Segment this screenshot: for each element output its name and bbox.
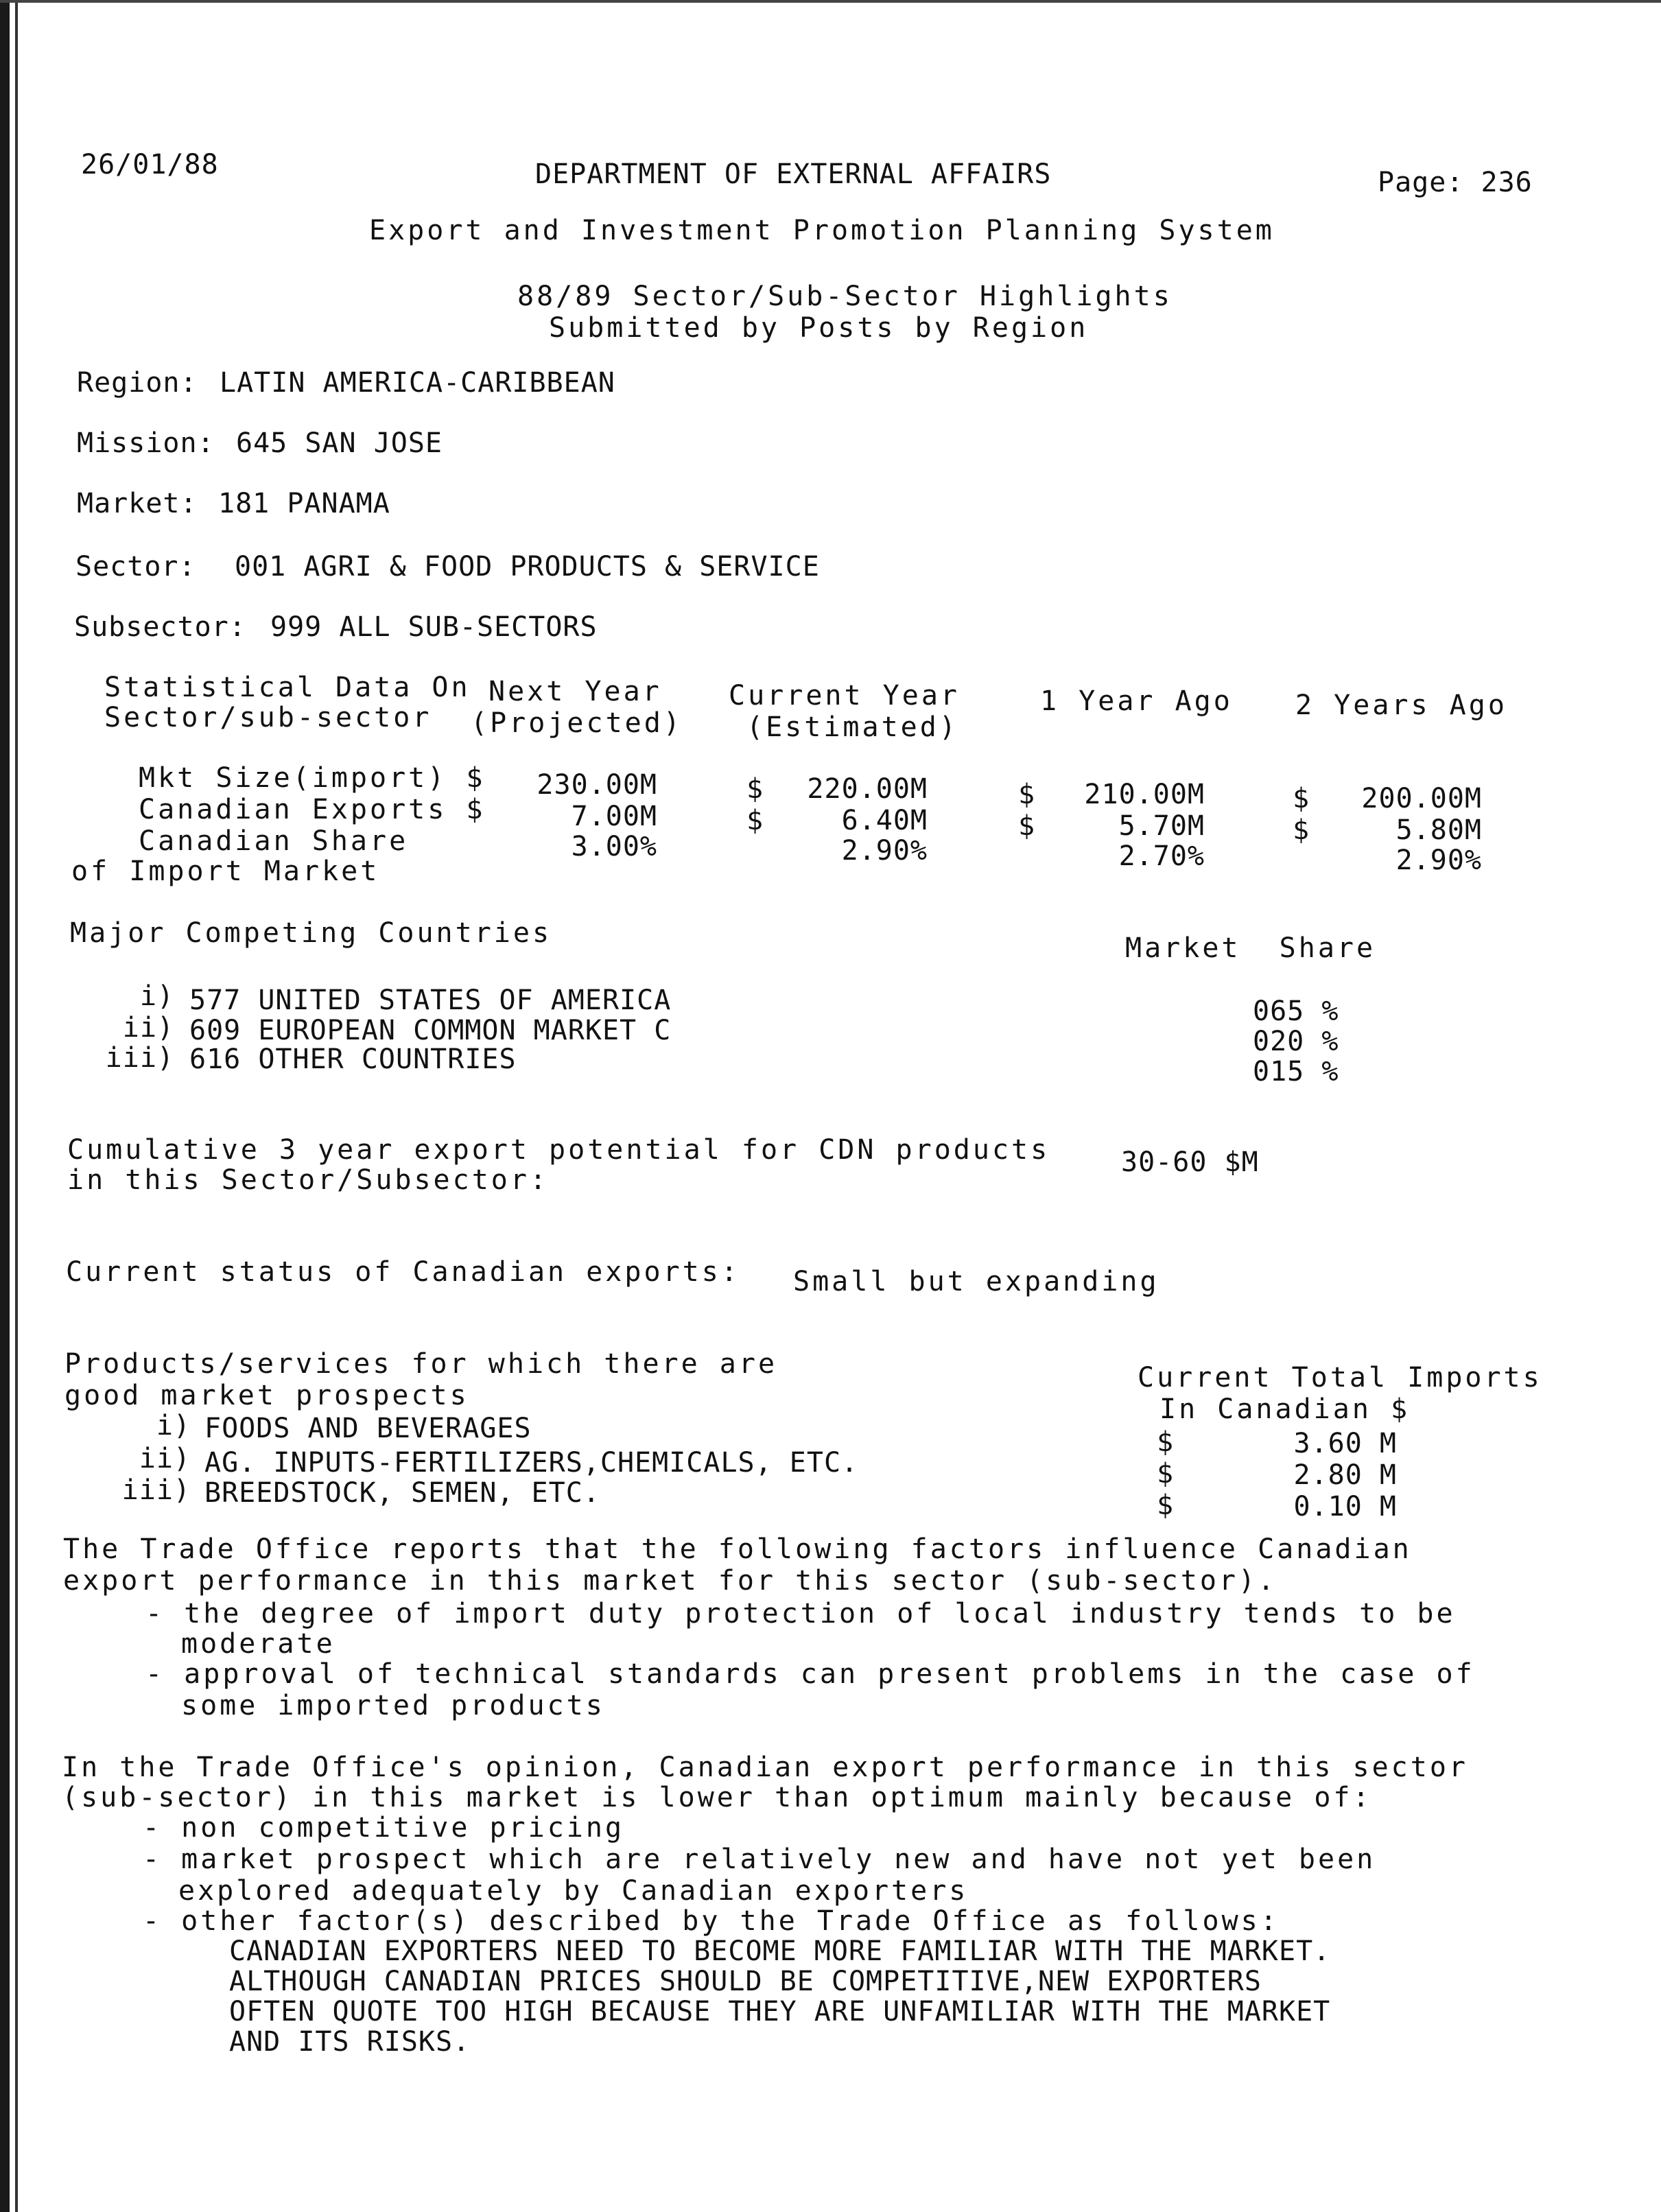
col-next-year: Next Year: [488, 676, 662, 707]
products-line1: Products/services for which there are: [64, 1348, 778, 1380]
market-value: 181 PANAMA: [218, 488, 390, 519]
mkt-2-years-ago: 200.00M: [1361, 783, 1482, 814]
share-next-year: 3.00%: [571, 831, 657, 862]
factors-line2: export performance in this market for this sector (sub-sector).: [63, 1565, 1277, 1597]
dollar-sign: $: [1293, 783, 1310, 814]
market-share-heading: Market Share: [1125, 932, 1376, 964]
opinion-comment-line3: OFTEN QUOTE TOO HIGH BECAUSE THEY ARE UNFAMILIAR WITH THE MARKET: [229, 1996, 1331, 2027]
factors-line1: The Trade Office reports that the following factors influence Canadian: [63, 1533, 1412, 1565]
status-value: Small but expanding: [793, 1266, 1159, 1297]
exports-next-year: 7.00M: [571, 801, 657, 832]
opinion-bullet-2-cont: explored adequately by Canadian exporters: [178, 1875, 969, 1907]
subsector-value: 999 ALL SUB-SECTORS: [270, 611, 598, 643]
row-cdn-exports-label: Canadian Exports $: [139, 794, 486, 825]
col-next-year-sub: (Projected): [471, 707, 683, 739]
region-label: Region:: [77, 367, 198, 399]
potential-line1: Cumulative 3 year export potential for CDN products: [67, 1134, 1050, 1166]
scan-border-left-inner: [15, 0, 18, 2212]
dollar-sign: $: [1157, 1490, 1175, 1521]
scan-border-top: [0, 0, 1661, 3]
competitor-num: ii): [122, 1012, 174, 1044]
row-mkt-size-label: Mkt Size(import) $: [139, 762, 486, 794]
competitor-name: 616 OTHER COUNTRIES: [189, 1044, 517, 1075]
market-label: Market:: [77, 488, 198, 519]
col-2-years-ago: 2 Years Ago: [1295, 690, 1507, 721]
exports-2-years-ago: 5.80M: [1395, 814, 1482, 846]
sector-value: 001 AGRI & FOOD PRODUCTS & SERVICE: [235, 551, 820, 583]
mkt-current-year: 220.00M: [807, 773, 928, 805]
submitted-by: Submitted by Posts by Region: [549, 312, 1089, 344]
opinion-line1: In the Trade Office's opinion, Canadian export performance in this sector: [62, 1752, 1468, 1783]
factor-bullet-2: - approval of technical standards can present problems in the case of: [145, 1658, 1475, 1690]
row-cdn-share-label: Canadian Share: [139, 825, 409, 857]
dollar-sign: $: [1157, 1426, 1175, 1458]
competitor-share: 015 %: [1253, 1056, 1339, 1087]
row-cdn-share-label-2: of Import Market: [71, 856, 380, 887]
imports-heading-2: In Canadian $: [1159, 1393, 1411, 1425]
product-name: BREEDSTOCK, SEMEN, ETC.: [204, 1477, 600, 1509]
dollar-sign: $: [1018, 779, 1036, 810]
dollar-sign: $: [1018, 810, 1036, 842]
competitor-name: 609 EUROPEAN COMMON MARKET C: [189, 1015, 672, 1046]
mkt-next-year: 230.00M: [537, 769, 657, 801]
product-import-value: 0.10 M: [1293, 1491, 1397, 1522]
competing-title: Major Competing Countries: [70, 917, 552, 949]
report-date: 26/01/88: [81, 149, 219, 180]
competitor-name: 577 UNITED STATES OF AMERICA: [189, 985, 672, 1016]
mission-value: 645 SAN JOSE: [236, 427, 443, 459]
share-current-year: 2.90%: [841, 835, 928, 867]
opinion-comment-line1: CANADIAN EXPORTERS NEED TO BECOME MORE FAMILIAR WITH THE MARKET.: [229, 1936, 1331, 1967]
product-num: ii): [139, 1443, 191, 1474]
factor-bullet-1: - the degree of import duty protection of local industry tends to be: [145, 1598, 1456, 1629]
potential-value: 30-60 $M: [1121, 1146, 1259, 1178]
product-num: iii): [121, 1474, 191, 1506]
subsector-label: Subsector:: [74, 611, 246, 643]
opinion-bullet-2: - market prospect which are relatively new and have not yet been: [143, 1844, 1376, 1875]
exports-1-year-ago: 5.70M: [1118, 810, 1205, 842]
dollar-sign: $: [746, 773, 764, 805]
competitor-num: i): [139, 980, 174, 1012]
potential-line2: in this Sector/Subsector:: [67, 1164, 550, 1196]
factor-bullet-2-cont: some imported products: [181, 1690, 605, 1721]
scan-border-left: [0, 0, 10, 2212]
opinion-bullet-1: - non competitive pricing: [143, 1812, 625, 1844]
share-1-year-ago: 2.70%: [1118, 840, 1205, 872]
dollar-sign: $: [1157, 1458, 1175, 1490]
competitor-share: 065 %: [1253, 996, 1339, 1027]
product-name: AG. INPUTS-FERTILIZERS,CHEMICALS, ETC.: [204, 1447, 859, 1479]
product-import-value: 3.60 M: [1293, 1428, 1397, 1459]
opinion-line2: (sub-sector) in this market is lower than optimum mainly because of:: [62, 1782, 1372, 1813]
opinion-comment-line2: ALTHOUGH CANADIAN PRICES SHOULD BE COMPETITIVE,NEW EXPORTERS: [229, 1966, 1262, 1997]
imports-heading-1: Current Total Imports: [1138, 1362, 1542, 1393]
product-num: i): [156, 1410, 191, 1442]
opinion-comment-line4: AND ITS RISKS.: [229, 2026, 471, 2058]
system-title: Export and Investment Promotion Planning System: [369, 215, 1275, 246]
col-current-year: Current Year: [729, 680, 960, 711]
opinion-bullet-3: - other factor(s) described by the Trade Office as follows:: [143, 1905, 1280, 1937]
department-title: DEPARTMENT OF EXTERNAL AFFAIRS: [535, 158, 1052, 190]
exports-current-year: 6.40M: [841, 805, 928, 836]
dollar-sign: $: [746, 805, 764, 836]
factor-bullet-1-cont: moderate: [181, 1628, 335, 1660]
share-2-years-ago: 2.90%: [1395, 845, 1482, 876]
products-line2: good market prospects: [64, 1380, 469, 1411]
region-value: LATIN AMERICA-CARIBBEAN: [220, 367, 615, 399]
status-label: Current status of Canadian exports:: [66, 1256, 740, 1288]
stats-heading-line2: Sector/sub-sector: [104, 702, 432, 733]
mkt-1-year-ago: 210.00M: [1084, 779, 1205, 810]
highlights-title: 88/89 Sector/Sub-Sector Highlights: [517, 281, 1173, 312]
product-import-value: 2.80 M: [1293, 1459, 1397, 1491]
stats-heading-line1: Statistical Data On: [104, 672, 471, 703]
sector-label: Sector:: [75, 551, 196, 583]
product-name: FOODS AND BEVERAGES: [204, 1413, 532, 1444]
col-1-year-ago: 1 Year Ago: [1040, 685, 1233, 717]
mission-label: Mission:: [77, 427, 215, 459]
col-current-year-sub: (Estimated): [746, 711, 958, 743]
dollar-sign: $: [1293, 814, 1310, 846]
competitor-num: iii): [105, 1042, 174, 1074]
competitor-share: 020 %: [1253, 1026, 1339, 1057]
page-number: Page: 236: [1378, 167, 1533, 198]
